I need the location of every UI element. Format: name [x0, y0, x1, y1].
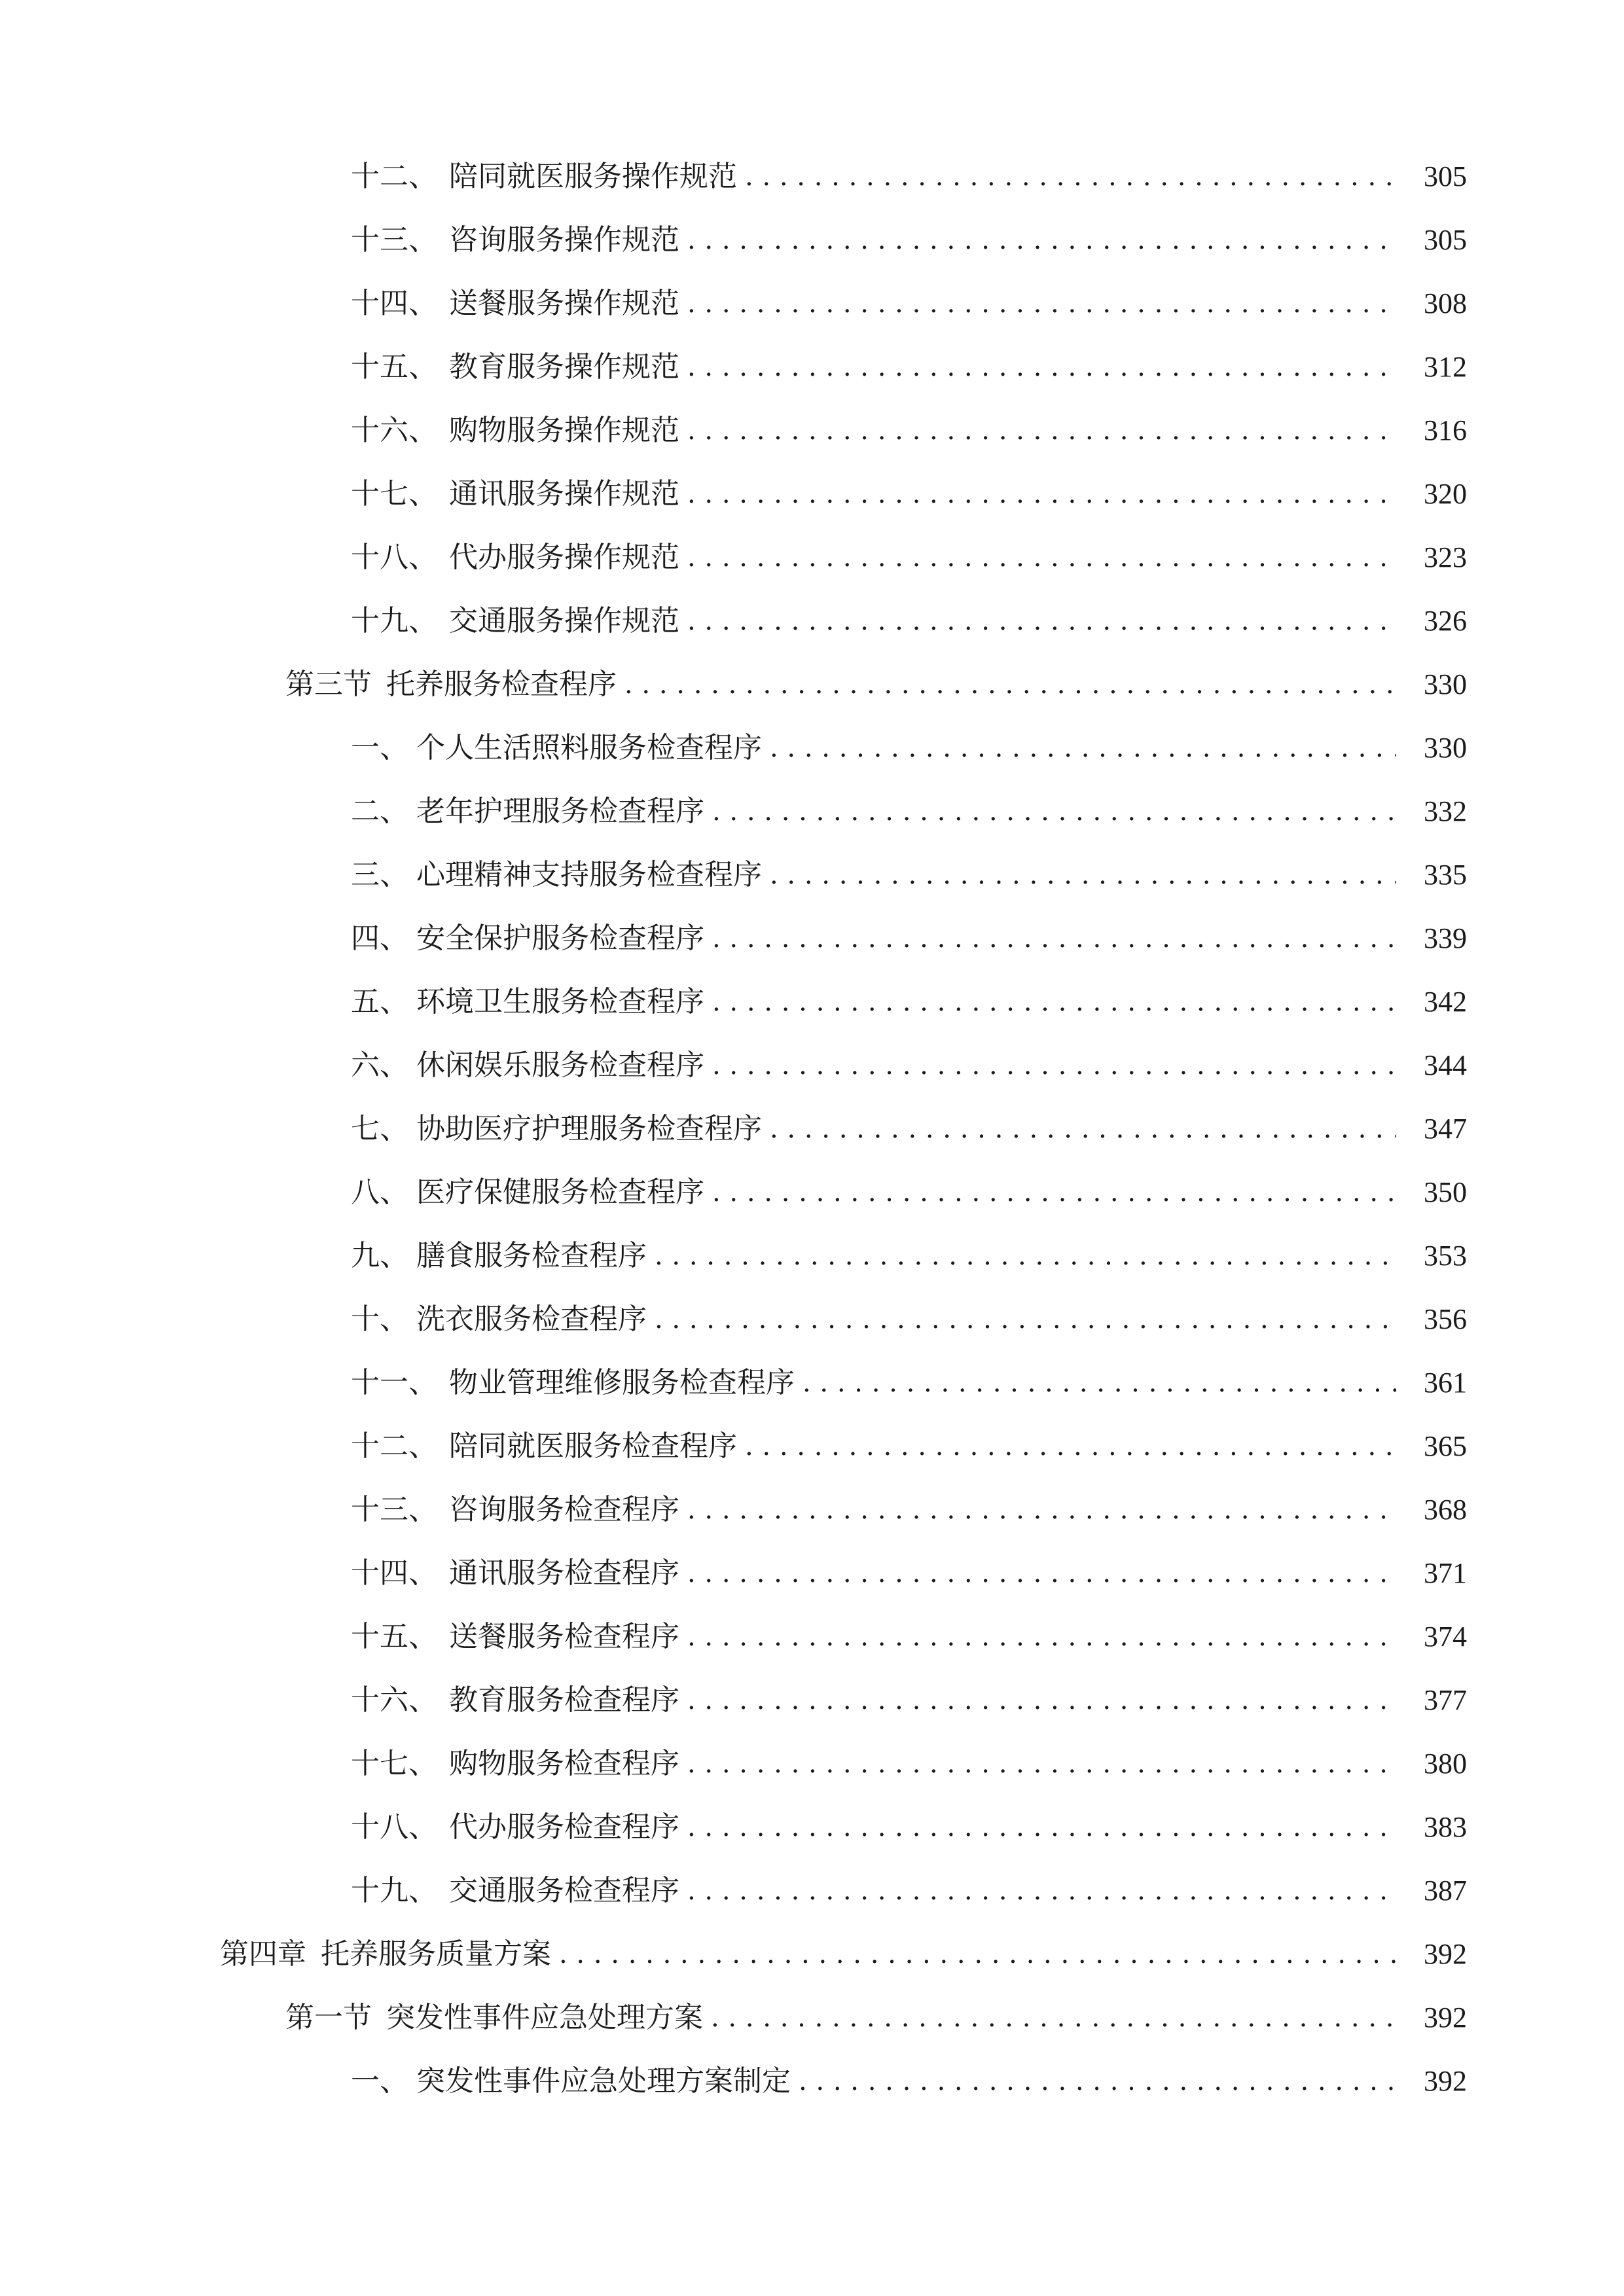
toc-entry[interactable]: [351, 1547, 1467, 1600]
toc-entry-title: 咨询服务检查程序: [449, 1493, 679, 1526]
toc-entry-page: 332: [1424, 795, 1467, 827]
toc-entry-number: 八、: [351, 1175, 408, 1209]
toc-entry-number: 一、: [351, 2064, 408, 2098]
toc-entry-page: 383: [1424, 1811, 1467, 1843]
dot-leader: [687, 341, 1396, 393]
toc-entry[interactable]: [351, 1801, 1467, 1854]
toc-entry-number: 第一节: [285, 2001, 372, 2034]
toc-entry[interactable]: [351, 1293, 1467, 1346]
toc-entry-number: 十三、: [351, 223, 437, 257]
toc-entry-title: 医疗保健服务检查程序: [416, 1175, 704, 1209]
dot-leader: [687, 1801, 1396, 1854]
toc-entry-page: 353: [1424, 1240, 1467, 1272]
dot-leader: [687, 1611, 1396, 1663]
toc-entry-title: 安全保护服务检查程序: [416, 922, 704, 955]
toc-entry-page: 368: [1424, 1494, 1467, 1526]
toc-entry-number: 十、: [351, 1302, 408, 1336]
toc-entry-title: 通讯服务操作规范: [449, 477, 679, 511]
toc-entry-title: 交通服务检查程序: [449, 1874, 679, 1907]
toc-entry-title: 托养服务质量方案: [321, 1937, 551, 1971]
toc-entry[interactable]: [351, 151, 1467, 203]
dot-leader: [687, 531, 1396, 584]
toc-entry-title: 陪同就医服务操作规范: [449, 160, 737, 193]
toc-entry-page: 330: [1424, 732, 1467, 764]
toc-entry-number: 十九、: [351, 1874, 437, 1907]
dot-leader: [770, 722, 1396, 774]
dot-leader: [687, 1674, 1396, 1727]
dot-leader: [712, 1039, 1396, 1092]
dot-leader: [745, 151, 1396, 203]
toc-entry[interactable]: [351, 1865, 1467, 1917]
dot-leader: [687, 1738, 1396, 1790]
toc-entry[interactable]: [351, 531, 1467, 584]
dot-leader: [712, 976, 1396, 1028]
dot-leader: [687, 595, 1396, 647]
toc-entry-number: 六、: [351, 1049, 408, 1082]
toc-entry-number: 十六、: [351, 414, 437, 447]
toc-entry[interactable]: [351, 278, 1467, 330]
toc-entry[interactable]: [351, 468, 1467, 520]
toc-entry-title: 洗衣服务检查程序: [416, 1302, 647, 1336]
toc-entry-number: 十二、: [351, 1429, 437, 1463]
toc-entry[interactable]: [351, 1103, 1467, 1155]
toc-entry[interactable]: [351, 1420, 1467, 1473]
toc-entry-number: 第四章: [220, 1937, 306, 1971]
toc-entry-number: 十八、: [351, 541, 437, 574]
dot-leader: [624, 658, 1396, 711]
toc-entry-title: 托养服务检查程序: [386, 668, 617, 701]
toc-section-entry[interactable]: [285, 658, 1467, 711]
toc-entry-number: 十一、: [351, 1366, 437, 1399]
toc-entry-page: 305: [1424, 160, 1467, 192]
toc-entry-number: 十五、: [351, 350, 437, 384]
toc-entry[interactable]: [351, 849, 1467, 901]
toc-entry[interactable]: [351, 341, 1467, 393]
toc-entry-title: 物业管理维修服务检查程序: [449, 1366, 795, 1399]
toc-entry[interactable]: [351, 1357, 1467, 1409]
toc-entry[interactable]: [351, 1674, 1467, 1727]
dot-leader: [687, 1547, 1396, 1600]
toc-entry-page: 380: [1424, 1748, 1467, 1780]
toc-entry[interactable]: [351, 595, 1467, 647]
toc-entry-title: 休闲娱乐服务检查程序: [416, 1049, 704, 1082]
dot-leader: [712, 1166, 1396, 1219]
dot-leader: [655, 1293, 1396, 1346]
toc-entry-number: 五、: [351, 985, 408, 1018]
toc-entry-number: 十四、: [351, 1556, 437, 1590]
toc-entry-page: 344: [1424, 1049, 1467, 1081]
toc-entry-title: 送餐服务检查程序: [449, 1620, 679, 1653]
toc-chapter-entry[interactable]: [220, 1928, 1467, 1981]
dot-leader: [803, 1357, 1396, 1409]
toc-entry-number: 十二、: [351, 160, 437, 193]
toc-entry-title: 协助医疗护理服务检查程序: [416, 1112, 762, 1145]
toc-entry-page: 356: [1424, 1303, 1467, 1335]
toc-entry-number: 七、: [351, 1112, 408, 1145]
toc-entry-page: 350: [1424, 1176, 1467, 1208]
toc-entry-title: 购物服务检查程序: [449, 1747, 679, 1780]
toc-entry-title: 代办服务检查程序: [449, 1810, 679, 1844]
dot-leader: [745, 1420, 1396, 1473]
dot-leader: [712, 912, 1396, 965]
toc-entry-number: 三、: [351, 858, 408, 891]
toc-entry[interactable]: [351, 722, 1467, 774]
toc-entry-number: 四、: [351, 922, 408, 955]
toc-entry[interactable]: [351, 2055, 1467, 2108]
toc-entry-page: 347: [1424, 1113, 1467, 1145]
toc-entry-title: 个人生活照料服务检查程序: [416, 731, 762, 764]
toc-entry-title: 交通服务操作规范: [449, 604, 679, 637]
toc-entry-page: 305: [1424, 224, 1467, 256]
dot-leader: [799, 2055, 1396, 2108]
toc-entry[interactable]: [351, 1484, 1467, 1536]
toc-entry-page: 342: [1424, 986, 1467, 1018]
toc-entry-title: 陪同就医服务检查程序: [449, 1429, 737, 1463]
toc-entry-page: 335: [1424, 859, 1467, 891]
toc-entry-page: 323: [1424, 541, 1467, 573]
toc-entry-page: 312: [1424, 351, 1467, 383]
toc-entry-title: 突发性事件应急处理方案制定: [416, 2064, 791, 2098]
toc-entry-number: 十八、: [351, 1810, 437, 1844]
toc-entry-number: 第三节: [285, 668, 372, 701]
toc-entry-title: 膳食服务检查程序: [416, 1239, 647, 1272]
toc-entry-title: 环境卫生服务检查程序: [416, 985, 704, 1018]
dot-leader: [687, 468, 1396, 520]
toc-entry[interactable]: [351, 214, 1467, 266]
dot-leader: [711, 1992, 1396, 2044]
dot-leader: [687, 278, 1396, 330]
toc-entry-title: 咨询服务操作规范: [449, 223, 679, 257]
toc-entry-number: 十九、: [351, 604, 437, 637]
toc-entry-title: 教育服务操作规范: [449, 350, 679, 384]
dot-leader: [687, 404, 1396, 457]
toc-entry-title: 购物服务操作规范: [449, 414, 679, 447]
dot-leader: [559, 1928, 1396, 1981]
toc-entry-page: 387: [1424, 1874, 1467, 1907]
toc-entry[interactable]: [351, 976, 1467, 1028]
toc-entry-title: 教育服务检查程序: [449, 1683, 679, 1717]
dot-leader: [687, 1865, 1396, 1917]
toc-entry[interactable]: [351, 1166, 1467, 1219]
toc-entry[interactable]: [351, 912, 1467, 965]
toc-entry[interactable]: [351, 1611, 1467, 1663]
toc-entry-page: 374: [1424, 1621, 1467, 1653]
toc-entry-title: 突发性事件应急处理方案: [386, 2001, 703, 2034]
toc-entry-number: 二、: [351, 795, 408, 828]
toc-entry[interactable]: [351, 1039, 1467, 1092]
toc-entry-page: 377: [1424, 1684, 1467, 1716]
toc-entry-page: 371: [1424, 1557, 1467, 1589]
toc-entry-page: 326: [1424, 605, 1467, 637]
toc-entry-page: 392: [1424, 2001, 1467, 2034]
toc-entry-number: 十七、: [351, 1747, 437, 1780]
toc-entry[interactable]: [351, 1738, 1467, 1790]
toc-entry-page: 330: [1424, 668, 1467, 700]
toc-entry-page: 339: [1424, 922, 1467, 954]
toc-entry[interactable]: [351, 785, 1467, 838]
toc-entry-number: 十四、: [351, 287, 437, 320]
toc-entry-page: 320: [1424, 478, 1467, 510]
dot-leader: [655, 1230, 1396, 1282]
toc-entry-number: 十五、: [351, 1620, 437, 1653]
dot-leader: [687, 1484, 1396, 1536]
toc-section-entry[interactable]: [285, 1992, 1467, 2044]
toc-entry-page: 361: [1424, 1367, 1467, 1399]
toc-entry-page: 316: [1424, 414, 1467, 446]
toc-entry[interactable]: [351, 1230, 1467, 1282]
toc-entry-page: 392: [1424, 1938, 1467, 1970]
toc-entry-title: 送餐服务操作规范: [449, 287, 679, 320]
toc-entry-title: 代办服务操作规范: [449, 541, 679, 574]
toc-entry-title: 心理精神支持服务检查程序: [416, 858, 762, 891]
toc-entry-number: 十七、: [351, 477, 437, 511]
toc-entry-number: 九、: [351, 1239, 408, 1272]
dot-leader: [770, 849, 1396, 901]
toc-entry-page: 308: [1424, 287, 1467, 319]
toc-entry-title: 老年护理服务检查程序: [416, 795, 704, 828]
toc-entry-page: 392: [1424, 2065, 1467, 2097]
toc-entry-number: 一、: [351, 731, 408, 764]
toc-entry[interactable]: [351, 404, 1467, 457]
dot-leader: [712, 785, 1396, 838]
toc-entry-title: 通讯服务检查程序: [449, 1556, 679, 1590]
toc-entry-number: 十三、: [351, 1493, 437, 1526]
toc-entry-number: 十六、: [351, 1683, 437, 1717]
dot-leader: [687, 214, 1396, 266]
toc-entry-page: 365: [1424, 1430, 1467, 1462]
dot-leader: [770, 1103, 1396, 1155]
